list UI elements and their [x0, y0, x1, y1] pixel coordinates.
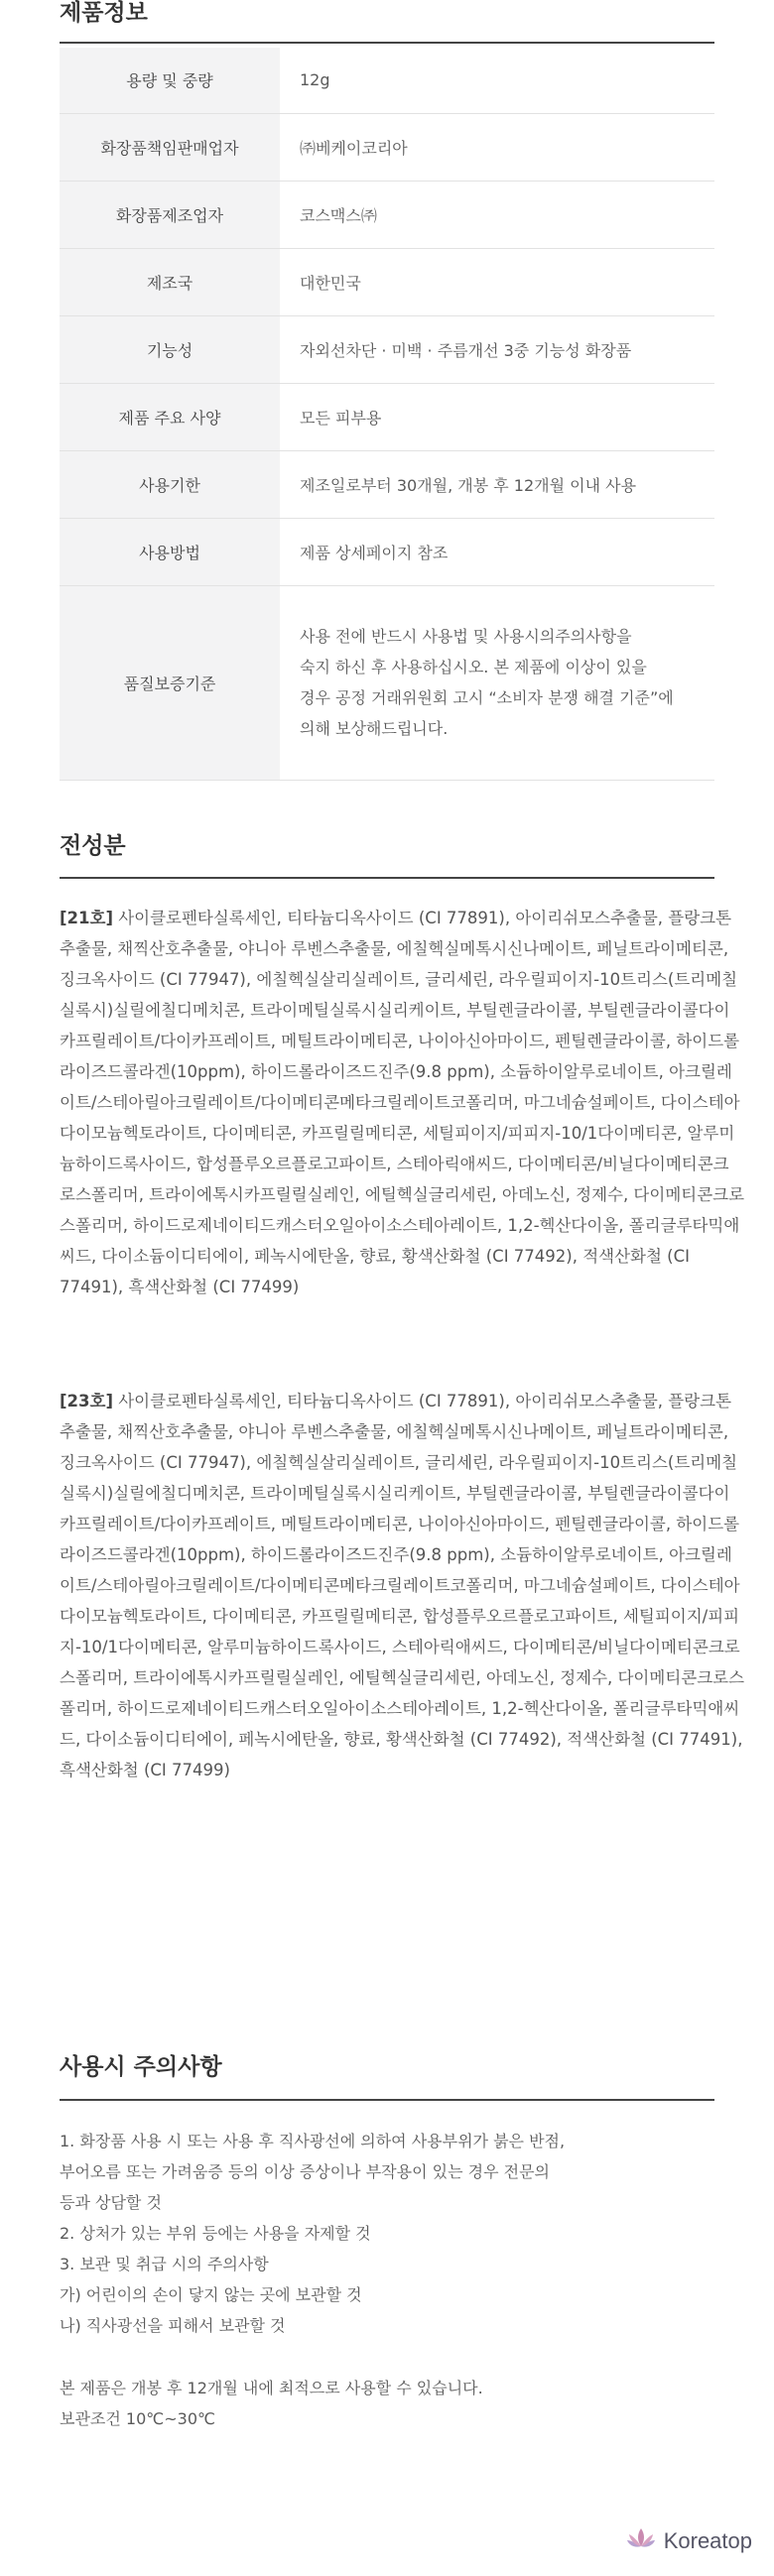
row-label: 기능성 [60, 315, 280, 383]
row-label: 제품 주요 사양 [60, 383, 280, 450]
brand-logo [624, 2526, 752, 2556]
precaution-line: 가) 어린이의 손이 닿지 않는 곳에 보관할 것 [60, 2285, 362, 2304]
table-row [60, 585, 714, 780]
precaution-line: 3. 보관 및 취급 시의 주의사항 [60, 2255, 269, 2273]
precaution-line: 등과 상담할 것 [60, 2193, 162, 2212]
row-value: 제품 상세페이지 참조 [280, 518, 714, 585]
table-row [60, 315, 714, 383]
row-value: 12g [280, 48, 714, 113]
ingredients-title: 전성분 [60, 833, 126, 859]
storage-line: 본 제품은 개봉 후 12개월 내에 최적으로 사용할 수 있습니다. [60, 2379, 483, 2397]
storage-notes [60, 2373, 734, 2434]
row-value-line: 경우 공정 거래위원회 고시 “소비자 분쟁 해결 기준”에 [300, 688, 674, 707]
product-info-title: 제품정보 [60, 0, 148, 26]
row-value: ㈜베케이코리아 [280, 113, 714, 181]
product-info-table [60, 48, 714, 781]
row-value [280, 585, 714, 780]
table-row [60, 518, 714, 585]
table-row [60, 48, 714, 113]
row-label: 제조국 [60, 248, 280, 315]
ingredients-paragraph-23 [60, 1386, 744, 1785]
row-label: 용량 및 중량 [60, 48, 280, 113]
table-row [60, 248, 714, 315]
table-row [60, 113, 714, 181]
table-row [60, 450, 714, 518]
precaution-line: 나) 직사광선을 피해서 보관할 것 [60, 2316, 286, 2335]
table-row [60, 181, 714, 248]
row-value: 대한민국 [280, 248, 714, 315]
ingredients-divider [60, 877, 714, 879]
shade-tag: [21호] [60, 909, 113, 927]
storage-line: 보관조건 10℃~30℃ [60, 2409, 215, 2428]
precaution-line: 1. 화장품 사용 시 또는 사용 후 직사광선에 의하여 사용부위가 붉은 반점, [60, 2132, 566, 2150]
table-row [60, 383, 714, 450]
precautions-list [60, 2126, 734, 2341]
row-label: 화장품책임판매업자 [60, 113, 280, 181]
precautions-divider [60, 2099, 714, 2101]
product-info-divider [60, 42, 714, 44]
precaution-line: 부어오름 또는 가려움증 등의 이상 증상이나 부작용이 있는 경우 전문의 [60, 2162, 550, 2181]
row-value: 코스맥스㈜ [280, 181, 714, 248]
row-value-line: 사용 전에 반드시 사용법 및 사용시의주의사항을 [300, 627, 632, 646]
row-value: 제조일로부터 30개월, 개봉 후 12개월 이내 사용 [280, 450, 714, 518]
precaution-line: 2. 상처가 있는 부위 등에는 사용을 자제할 것 [60, 2224, 371, 2243]
row-label: 화장품제조업자 [60, 181, 280, 248]
shade-tag: [23호] [60, 1392, 113, 1411]
ingredients-paragraph-21 [60, 903, 744, 1302]
row-label: 사용방법 [60, 518, 280, 585]
brand-name: Koreatop [663, 2528, 752, 2553]
row-label: 사용기한 [60, 450, 280, 518]
precautions-title: 사용시 주의사항 [60, 2054, 222, 2080]
ingredients-text: 사이클로펜타실록세인, 티타늄디옥사이드 (CI 77891), 아이리쉬모스추출물, 플랑크톤추출물, 채찍산호추출물, 야니아 루벤스추출물, 에칠헥실메톡시신나메이트, 페닐트라이메티콘, 징크옥사이드 (CI 77947), 에칠헥실살리실레이트, 글리세린, 라우릴피이지-10트리스(트리메칠실록시)실릴에칠디메치콘, 트라이메틸실록시실리케이트, 부틸렌글라이콜, 부틸렌글라이콜다이카프릴레이트/다이카프레이트, 메틸트라이메티콘, 나이아신아마이드, 펜틸렌글라이콜, 하이드롤라이즈드콜라겐(10ppm), 하이드롤라이즈드진주(9.8 ppm), 소듐하이알루로네이트, 아크릴레이트/스테아릴아크릴레이트/다이메티콘메타크릴레이트코폴리머, 마그네슘설페이트, 다이스테아다이모늄헥토라이트, 다이메티콘, 카프릴릴메티콘, 세틸피이지/피피지-10/1다이메티콘, 알루미늄하이드록사이드, 합성플루오르플로고파이트, 스테아릭애씨드, 다이메티콘/비닐다이메티콘크로스폴리머, 트라이에톡시카프릴릴실레인, 에틸헥실글리세린, 아데노신, 정제수, 다이메티콘크로스폴리머, 하이드로제네이티드캐스터오일아이소스테아레이트, 1,2-헥산다이올, 폴리글루타믹애씨드, 다이소듐이디티에이, 페녹시에탄올, 향료, 황색산화철 (CI 77492), 적색산화철 (CI 77491), 흑색산화철 (CI 77499) [60, 909, 745, 1296]
row-value: 모든 피부용 [280, 383, 714, 450]
lotus-icon [624, 2526, 658, 2556]
row-value: 자외선차단 · 미백 · 주름개선 3중 기능성 화장품 [280, 315, 714, 383]
row-label: 품질보증기준 [60, 585, 280, 780]
row-value-line: 의해 보상해드립니다. [300, 719, 449, 738]
ingredients-text: 사이클로펜타실록세인, 티타늄디옥사이드 (CI 77891), 아이리쉬모스추출물, 플랑크톤추출물, 채찍산호추출물, 야니아 루벤스추출물, 에칠헥실메톡시신나메이트, 페닐트라이메티콘, 징크옥사이드 (CI 77947), 에칠헥실살리실레이트, 글리세린, 라우릴피이지-10트리스(트리메칠실록시)실릴에칠디메치콘, 트라이메틸실록시실리케이트, 부틸렌글라이콜, 부틸렌글라이콜다이카프릴레이트/다이카프레이트, 메틸트라이메티콘, 나이아신아마이드, 펜틸렌글라이콜, 하이드롤라이즈드콜라겐(10ppm), 하이드롤라이즈드진주(9.8 ppm), 소듐하이알루로네이트, 아크릴레이트/스테아릴아크릴레이트/다이메티콘메타크릴레이트코폴리머, 마그네슘설페이트, 다이스테아다이모늄헥토라이트, 다이메티콘, 카프릴릴메티콘, 합성플루오르플로고파이트, 세틸피이지/피피지-10/1다이메티콘, 알루미늄하이드록사이드, 스테아릭애씨드, 다이메티콘/비닐다이메티콘크로스폴리머, 트라이에톡시카프릴릴실레인, 에틸헥실글리세린, 아데노신, 정제수, 다이메티콘크로스폴리머, 하이드로제네이티드캐스터오일아이소스테아레이트, 1,2-헥산다이올, 폴리글루타믹애씨드, 다이소듐이디티에이, 페녹시에탄올, 향료, 황색산화철 (CI 77492), 적색산화철 (CI 77491), 흑색산화철 (CI 77499) [60, 1392, 745, 1779]
row-value-line: 숙지 하신 후 사용하십시오. 본 제품에 이상이 있을 [300, 658, 647, 676]
